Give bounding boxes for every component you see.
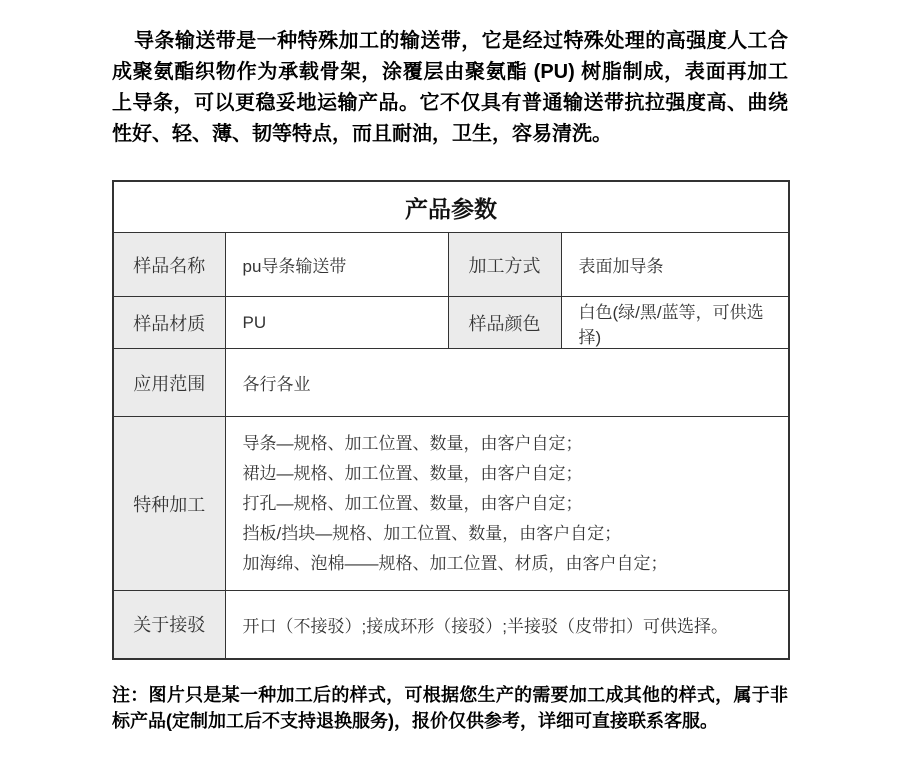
- product-params-table: [112, 180, 790, 660]
- param-value-process-method: 表面加导条: [561, 233, 789, 297]
- intro-line-3: 上导条，可以更稳妥地运输产品。它不仅具有普通输送带抗拉强度高、曲绕: [112, 92, 788, 114]
- table-row: [113, 591, 789, 659]
- param-value-application-scope: 各行各业: [225, 349, 789, 417]
- param-value-joint: 开口（不接驳）;接成环形（接驳）;半接驳（皮带扣）可供选择。: [225, 591, 789, 659]
- special-processing-line-3: 打孔—规格、加工位置、数量，由客户自定；: [242, 493, 583, 513]
- note-line-1: 注：图片只是某一种加工后的样式，可根据您生产的需要加工成其他的样式，属于非: [112, 684, 788, 705]
- intro-paragraph: [112, 26, 788, 150]
- note-paragraph: [112, 682, 788, 734]
- table-title: 产品参数: [113, 181, 789, 233]
- param-label-sample-material: 样品材质: [113, 297, 225, 349]
- param-value-special-processing: [225, 417, 789, 591]
- intro-line-1: 导条输送带是一种特殊加工的输送带，它是经过特殊处理的高强度人工合: [134, 30, 788, 52]
- param-value-sample-name: pu导条输送带: [225, 233, 448, 297]
- param-label-process-method: 加工方式: [448, 233, 561, 297]
- param-label-joint: 关于接驳: [113, 591, 225, 659]
- param-value-sample-color: 白色(绿/黑/蓝等，可供选择): [561, 297, 789, 349]
- special-processing-line-1: 导条—规格、加工位置、数量，由客户自定；: [242, 433, 583, 453]
- table-row: [113, 349, 789, 417]
- param-label-special-processing: 特种加工: [113, 417, 225, 591]
- intro-line-2: 成聚氨酯织物作为承载骨架，涂覆层由聚氨酯 (PU) 树脂制成，表面再加工: [112, 61, 788, 83]
- param-label-application-scope: 应用范围: [113, 349, 225, 417]
- special-processing-line-4: 挡板/挡块—规格、加工位置、数量，由客户自定；: [242, 523, 622, 543]
- intro-line-4: 性好、轻、薄、韧等特点，而且耐油，卫生，容易清洗。: [112, 123, 612, 145]
- note-line-2: 标产品(定制加工后不支持退换服务)，报价仅供参考，详细可直接联系客服。: [112, 710, 718, 731]
- special-processing-line-5: 加海绵、泡棉——规格、加工位置、材质，由客户自定；: [242, 553, 668, 573]
- table-row: [113, 297, 789, 349]
- param-label-sample-color: 样品颜色: [448, 297, 561, 349]
- special-processing-line-2: 裙边—规格、加工位置、数量，由客户自定；: [242, 463, 583, 483]
- table-row: [113, 417, 789, 591]
- table-title-row: [113, 181, 789, 233]
- product-description-section: [112, 0, 788, 734]
- param-value-sample-material: PU: [225, 297, 448, 349]
- param-label-sample-name: 样品名称: [113, 233, 225, 297]
- table-row: [113, 233, 789, 297]
